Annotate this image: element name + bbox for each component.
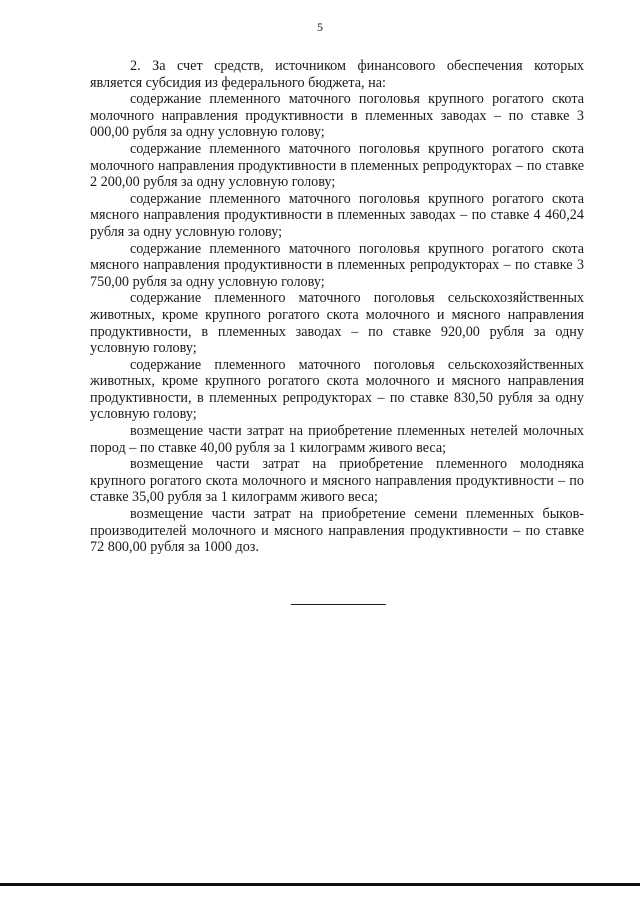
page-number: 5 — [317, 20, 323, 34]
paragraph-item: возмещение части затрат на приобретение племенных нетелей молочных пород – по ставке 40,00 рубля за 1 килограмм живого веса; — [90, 423, 584, 456]
end-divider — [291, 604, 386, 605]
bottom-rule — [0, 883, 640, 886]
paragraph-item: возмещение части затрат на приобретение семени племенных быков-производителей молочного и мясного направления продуктивности – по ставке 72 800,00 рубля за 1000 доз. — [90, 506, 584, 556]
paragraph-item: возмещение части затрат на приобретение племенного молодняка крупного рогатого скота молочного и мясного направления продуктивности – по ставке 35,00 рубля за 1 килограмм живого веса; — [90, 456, 584, 506]
paragraph-intro: 2. За счет средств, источником финансового обеспечения которых является субсидия из федерального бюджета, на: — [90, 58, 584, 91]
paragraph-item: содержание племенного маточного поголовья крупного рогатого скота мясного направления продуктивности в племенных заводах – по ставке 4 460,24 рубля за одну условную голову; — [90, 190, 584, 240]
paragraph-item: содержание племенного маточного поголовья крупного рогатого скота молочного направления продуктивности в племенных заводах – по ставке 3 000,00 рубля за одну условную голову; — [90, 91, 584, 141]
paragraph-item: содержание племенного маточного поголовья крупного рогатого скота мясного направления продуктивности в племенных репродукторах – по ставке 3 750,00 рубля за одну условную голову; — [90, 240, 584, 290]
paragraph-item: содержание племенного маточного поголовья крупного рогатого скота молочного направления продуктивности в племенных репродукторах – по ставке 2 200,00 рубля за одну условную голову; — [90, 140, 584, 191]
document-body — [90, 58, 584, 556]
paragraph-item: содержание племенного маточного поголовья сельскохозяйственных животных, кроме крупного рогатого скота молочного и мясного направления продуктивности, в племенных репродукторах – по ставке 830,50 рубля за одну условную голову; — [90, 356, 584, 423]
paragraph-item: содержание племенного маточного поголовья сельскохозяйственных животных, кроме крупного рогатого скота молочного и мясного направления продуктивности, в племенных заводах – по ставке 920,00 рубля за одну условную голову; — [90, 290, 584, 357]
